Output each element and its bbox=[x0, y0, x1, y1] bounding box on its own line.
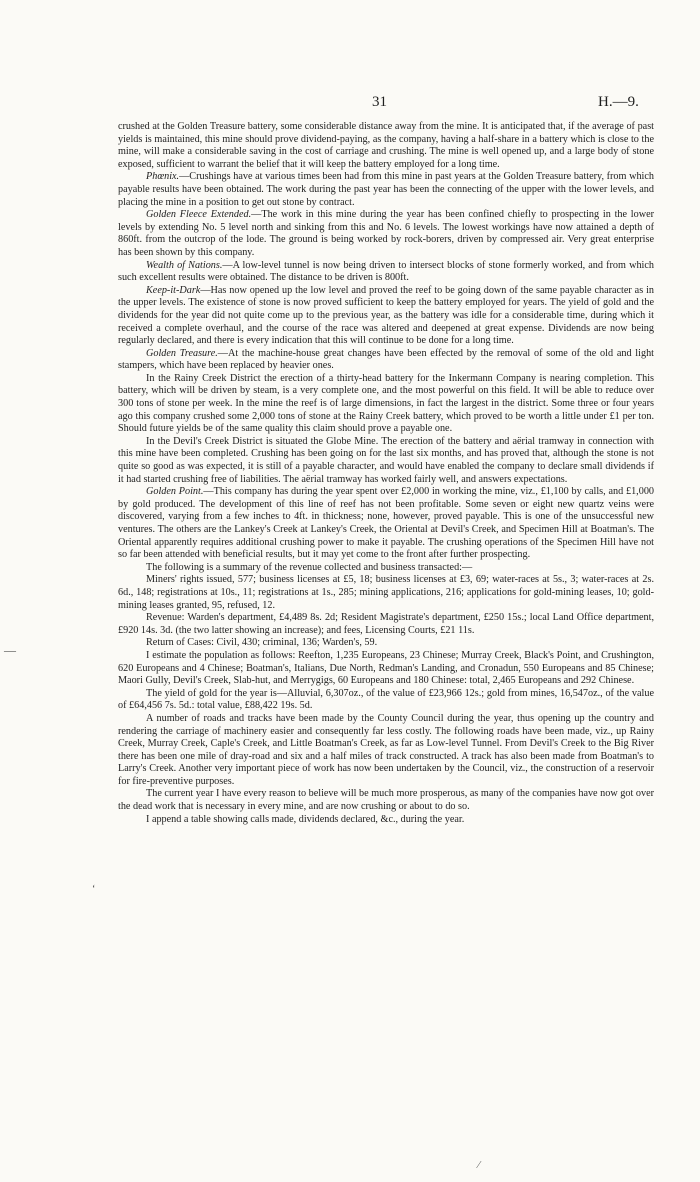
paragraph-golden-treasure bbox=[118, 348, 654, 373]
paragraph-population bbox=[118, 650, 654, 688]
paragraph-text: The following is a summary of the revenue collected and business transacted:— bbox=[146, 561, 473, 573]
paragraph-text: Revenue: Warden's department, £4,489 8s. 2d; Resident Magistrate's department, £250 15s.; local Land Office department, £920 14s. 3d. (the two latter showing an increase); and fees, Licensing Courts, £21 11s. bbox=[118, 612, 654, 636]
page-number: 31 bbox=[372, 94, 387, 110]
document-code: H.—9. bbox=[598, 94, 639, 110]
page-header bbox=[0, 94, 700, 114]
report-body bbox=[118, 121, 654, 826]
paragraph-revenue bbox=[118, 612, 654, 637]
paragraph-text: The current year I have every reason to believe will be much more prosperous, as many of the companies have now got over the dead work that is necessary in every mine, and are now crushing or about to do so. bbox=[118, 788, 654, 813]
paragraph-devils-creek bbox=[118, 436, 654, 486]
margin-tick-mark: ‘ bbox=[92, 884, 96, 895]
paragraph-append-table bbox=[118, 814, 654, 827]
paragraph-heading: Golden Point. bbox=[146, 486, 204, 498]
paragraph-text: —At the machine-house great changes have been effected by the removal of some of the old and light stampers, which have been replaced by heavier ones. bbox=[118, 347, 654, 372]
paragraph-keep-it-dark bbox=[118, 285, 654, 348]
paragraph-text: A number of roads and tracks have been made by the County Council during the year, thus opening up the country and rendering the carriage of machinery easier and consequently far less costly. The following roads have been made, viz., up Rainy Creek, Murray Creek, Caple's Creek, and Little Boatman's Creek, as far as Low-level Tunnel. From Devil's Creek to the Big River there has been one mile of dray-road and six and a half miles of track constructed. A track has also been made from Boatman's to Larry's Creek. Another very important piece of work has now been undertaken by the Council, viz., the construction of a reservoir for fire-preventive purposes. bbox=[118, 712, 654, 787]
paragraph-miners-rights bbox=[118, 574, 654, 612]
paragraph-text: I append a table showing calls made, dividends declared, &c., during the year. bbox=[146, 813, 465, 825]
paragraph-heading: Golden Treasure. bbox=[146, 347, 218, 359]
paragraph-roads bbox=[118, 713, 654, 789]
paragraph bbox=[118, 121, 654, 171]
paragraph-text: —Has now opened up the low level and proved the reef to be going down of the same payable character as in the upper levels. The existence of stone is now proved sufficient to keep the battery employed for years. The yield of gold and the dividends for the year did not quite come up to the previous year, as the battery was idle for a considerable time, during which it received a complete overhaul, and the course of the race was altered and deepened at great expense. Dividends are now being regularly declared, and there is every indication that this will continue to be done for a long time. bbox=[118, 284, 654, 347]
margin-tick-mark: — bbox=[4, 643, 16, 657]
paragraph-text: —Crushings have at various times been had from this mine in past years at the Golden Treasure battery, from which payable results have been obtained. The work during the past year has been the connecting of the upper with the lower levels, and placing the mine in a position to get out stone by contract. bbox=[118, 171, 654, 208]
paragraph-text: —A low-level tunnel is now being driven to intersect blocks of stone formerly worked, and from which such excellent results were obtained. The distance to be driven is 800ft. bbox=[118, 259, 654, 284]
paragraph-rainy-creek bbox=[118, 373, 654, 436]
paragraph-text: The yield of gold for the year is—Alluvial, 6,307oz., of the value of £23,966 12s.; gold from mines, 16,547oz., of the value of £64,456 7s. 5d.: total value, £88,422 19s. 5d. bbox=[118, 687, 654, 712]
paragraph-text: Miners' rights issued, 577; business licenses at £5, 18; business licenses at £3, 69; water-races at 5s., 3; water-races at 2s. 6d., 148; registrations at 10s., 11; registrations at 1s., 285; mining applications, 216; applications for gold-mining leases, 10; gold-mining leases granted, 95, refused, 12. bbox=[118, 574, 654, 611]
paragraph-gold-yield bbox=[118, 688, 654, 713]
paragraph-wealth-of-nations bbox=[118, 260, 654, 285]
paragraph-text: —This company has during the year spent over £2,000 in working the mine, viz., £1,100 by calls, and £1,000 by gold produced. The development of this line of reef has not been profitable. Some seven or eight new quartz veins were discovered, varying from a few inches to 4ft. in thickness; none, however, proved payable. This is one of the unsuccessful new ventures. The others are the Lankey's Creek at Lankey's Creek, the Oriental at Devil's Creek, and Specimen Hill at Boatman's. The Oriental apparently requires additional crushing power to make it payable. The crushing operations of the Specimen Hill have not so far been attended with beneficial results, but it may yet come to the front after further prospecting. bbox=[118, 486, 655, 561]
paragraph-heading: Golden Fleece Extended. bbox=[146, 209, 252, 221]
paragraph-text: I estimate the population as follows: Reefton, 1,235 Europeans, 23 Chinese; Murray Creek, Black's Point, and Crushington, 620 Europeans and 4 Chinese; Boatman's, Italians, Due North, Redman's Landing, and Cronadun, 550 Europeans and 85 Chinese; Maori Gully, Devil's Creek, Slab-hut, and Merrygigs, 60 Europeans and 180 Chinese: total, 2,465 Europeans and 292 Chinese. bbox=[118, 649, 654, 687]
paragraph-text: In the Devil's Creek District is situated the Globe Mine. The erection of the battery and aërial tramway in connection with this mine have been completed. Crushing has been going on for the last six months, and has proved that, although the stone is not quite so good as was expected, it is still of a payable character, and would have enabled the company to declare small dividends if it had started crushing free of liabilities. The aërial tramway has worked fairly well, and answers expectations. bbox=[118, 435, 654, 485]
paragraph-text: Return of Cases: Civil, 430; criminal, 136; Warden's, 59. bbox=[146, 637, 378, 649]
margin-tick-mark: ⁄ bbox=[478, 1160, 480, 1171]
paragraph-current-year bbox=[118, 788, 654, 813]
paragraph-text: crushed at the Golden Treasure battery, some considerable distance away from the mine. It is anticipated that, if the average of past yields is maintained, this mine should prove dividend-paying, as the company, having a half-share in a battery which is close to the mine, will make a considerable saving in the cost of carriage and crushing. The mine is well opened up, and a large body of stone exposed, sufficient to warrant the belief that it will keep the battery employed for a long time. bbox=[118, 121, 654, 170]
paragraph-golden-fleece-extended bbox=[118, 209, 654, 259]
paragraph-return-of-cases bbox=[118, 637, 654, 650]
paragraph-golden-point bbox=[118, 486, 654, 562]
paragraph-phoenix bbox=[118, 171, 654, 209]
paragraph-summary-intro bbox=[118, 562, 654, 575]
paragraph-text: In the Rainy Creek District the erection of a thirty-head battery for the Inkermann Company is nearing completion. This battery, which will be driven by steam, is a very complete one, and the most powerful on this field. It will be able to reduce over 300 tons of stone per week. In the mine the reef is of large dimensions, in fact the largest in the district. Some three or four years ago this company crushed some 2,000 tons of stone at the Rainy Creek battery, which proved to be worth a little under £1 per ton. Should future yields be of the same quality this claim should prove a payable one. bbox=[118, 372, 654, 435]
paragraph-heading: Wealth of Nations. bbox=[146, 259, 223, 271]
paragraph-text: —The work in this mine during the year has been confined chiefly to prospecting in the lower levels by extending No. 5 level north and sinking from this and No. 6 levels. The lowest workings have now attained a depth of 860ft. from the outcrop of the lode. The ground is being worked by rock-borers, driven by compressed air. Very great enterprise has been shown by this company. bbox=[118, 209, 655, 258]
paragraph-heading: Keep-it-Dark bbox=[146, 284, 201, 296]
paragraph-heading: Phœnix. bbox=[146, 171, 180, 183]
